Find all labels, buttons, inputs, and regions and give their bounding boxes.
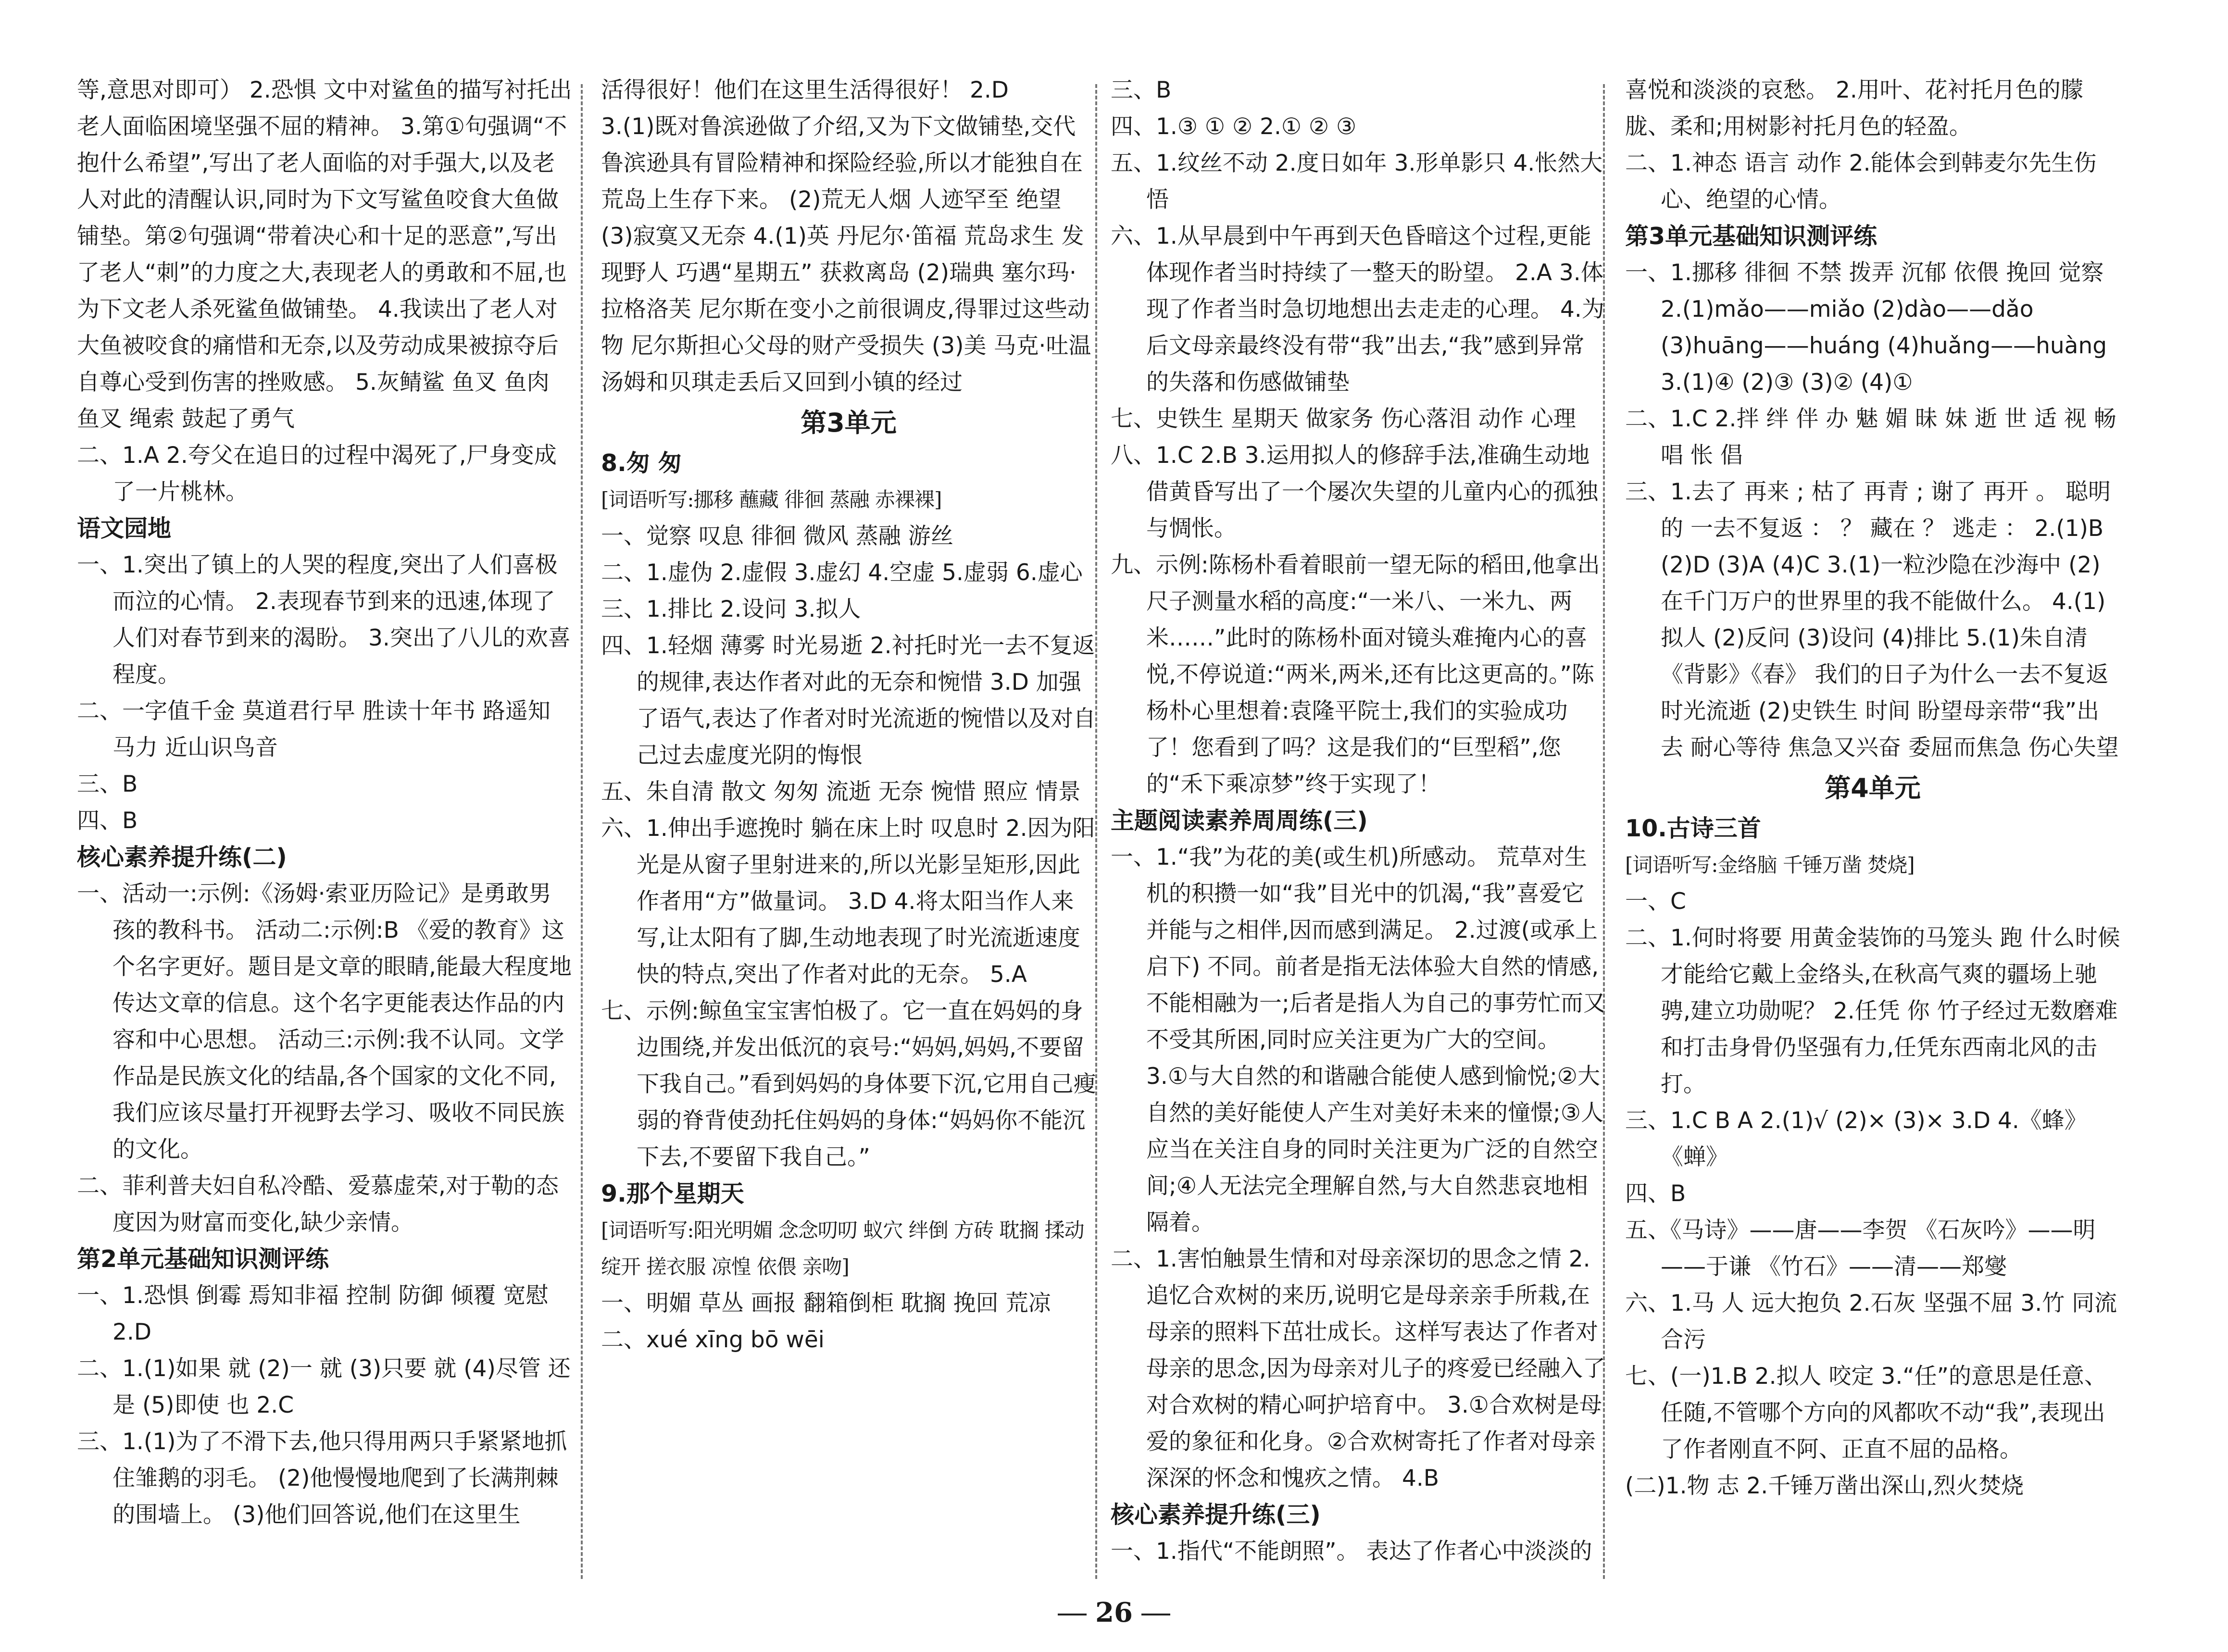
answer-item: 五、《马诗》——唐——李贺 《石灰吟》——明——于谦 《竹石》——清——郑燮 bbox=[1625, 1217, 2096, 1280]
page-footer bbox=[0, 1597, 2228, 1628]
answer-item: 七、史铁生 星期天 做家务 伤心落泪 动作 心理 bbox=[1111, 406, 1576, 432]
vocabulary-dictation: [词语听写:挪移 蘸藏 徘徊 蒸融 赤裸裸] bbox=[601, 488, 942, 511]
page-number: 26 bbox=[1095, 1597, 1133, 1628]
column-divider-2 bbox=[1095, 84, 1097, 1579]
answer-item: 五、朱自清 散文 匆匆 流逝 无奈 惋惜 照应 情景 bbox=[601, 779, 1081, 805]
section-heading: 第3单元基础知识测评练 bbox=[1625, 223, 1878, 250]
section-heading: 8.匆 匆 bbox=[601, 449, 682, 477]
section-heading: 9.那个星期天 bbox=[601, 1180, 744, 1207]
answer-item: 喜悦和淡淡的哀愁。 2.用叶、花衬托月色的朦胧、柔和;用树影衬托月色的轻盈。 bbox=[1625, 77, 2083, 140]
answer-item: 一、1.“我”为花的美(或生机)所感动。 荒草对生机的积攒一如“我”目光中的饥渴,“我”喜爱它并能与之相伴,因而感到满足。 2.过渡(或承上启下) 不同。前者是指无法体验大自然的情感,不能相融为一;后者是指人为自己的事劳忙而又不受其所困,同时应关注更为广大的空间。 3.①与大自然的和谐融合能使人感到愉悦;②大自然的美好能使人产生对美好未来的憧憬;③人应当在关注自身的同时关注更为广泛的自然空间;④人无法完全理解自然,与大自然悲哀地相隔着。 bbox=[1111, 844, 1606, 1236]
answer-item: 三、B bbox=[1111, 77, 1172, 103]
answer-item: 七、(一)1.B 2.拟人 咬定 3.“任”的意思是任意、任随,不管哪个方向的风都吹不动“我”,表现出了作者刚直不阿、正直不屈的品格。 bbox=[1625, 1363, 2107, 1463]
column-1 bbox=[77, 72, 572, 1533]
answer-item: 五、1.纹丝不动 2.度日如年 3.形单影只 4.怅然大悟 bbox=[1111, 150, 1603, 213]
answer-item: 等,意思对即可） 2.恐惧 文中对鲨鱼的描写衬托出老人面临困境坚强不屈的精神。 3.第①句强调“不抱什么希望”,写出了老人面临的对手强大,以及老人对此的清醒认识,同时为下文写鲨鱼咬食大鱼做铺垫。第②句强调“带着决心和十足的恶意”,写出了老人“刺”的力度之大,表现老人的勇敢和不屈,也为下文老人杀死鲨鱼做铺垫。 4.我读出了老人对大鱼被咬食的痛惜和无奈,以及劳动成果被掠夺后自尊心受到伤害的挫败感。 5.灰鲭鲨 鱼叉 鱼肉 鱼叉 绳索 鼓起了勇气 bbox=[77, 77, 572, 432]
answer-item: 二、一字值千金 莫道君行早 胜读十年书 路遥知马力 近山识鸟音 bbox=[77, 698, 551, 761]
answer-item: 三、B bbox=[77, 771, 138, 797]
answer-item: 九、示例:陈杨朴看着眼前一望无际的稻田,他拿出尺子测量水稻的高度:“一米八、一米九、两米……”此时的陈杨朴面对镜头难掩内心的喜悦,不停说道:“两米,两米,还有比这更高的。”陈杨朴心里想着:袁隆平院士,我们的实验成功了！您看到了吗？这是我们的“巨型稻”,您的“禾下乘凉梦”终于实现了！ bbox=[1111, 552, 1600, 797]
section-heading: 10.古诗三首 bbox=[1625, 815, 1761, 842]
answer-item: 二、菲利普夫妇自私冷酷、爱慕虚荣,对于勒的态度因为财富而变化,缺少亲情。 bbox=[77, 1173, 559, 1236]
answer-item: 三、1.排比 2.设问 3.拟人 bbox=[601, 596, 861, 622]
section-heading: 核心素养提升练(三) bbox=[1111, 1501, 1321, 1528]
answer-item: 二、1.(1)如果 就 (2)一 就 (3)只要 就 (4)尽管 还是 (5)即使 也 2.C bbox=[77, 1355, 571, 1418]
answer-item: 二、1.神态 语言 动作 2.能体会到韩麦尔先生伤心、绝望的心情。 bbox=[1625, 150, 2097, 213]
answer-item: 二、1.C 2.拌 绊 伴 办 魅 媚 昧 妹 逝 世 适 视 畅 唱 怅 倡 bbox=[1625, 406, 2116, 469]
answer-item: 二、1.A 2.夸父在追日的过程中渴死了,尸身变成了一片桃林。 bbox=[77, 442, 557, 505]
column-divider-1 bbox=[581, 84, 583, 1579]
answer-item: 一、C bbox=[1625, 888, 1686, 915]
answer-item: 一、活动一:示例:《汤姆·索亚历险记》是勇敢男孩的教科书。 活动二:示例:B 《爱的教育》这个名字更好。题目是文章的眼睛,能最大程度地传达文章的信息。这个名字更能表达作品的内容和中心思想。 活动三:示例:我不认同。文学作品是民族文化的结晶,各个国家的文化不同,我们应该尽量打开视野去学习、吸收不同民族的文化。 bbox=[77, 881, 572, 1163]
answer-item: 四、1.③ ① ② 2.① ② ③ bbox=[1111, 113, 1357, 140]
answer-item: 七、示例:鲸鱼宝宝害怕极了。它一直在妈妈的身边围绕,并发出低沉的哀号:“妈妈,妈妈,不要留下我自己。”看到妈妈的身体要下沉,它用自己瘦弱的脊背使劲托住妈妈的身体:“妈妈你不能沉下去,不要留下我自己。” bbox=[601, 998, 1096, 1170]
answer-item: 一、1.挪移 徘徊 不禁 拨弄 沉郁 依偎 挽回 觉察 2.(1)mǎo——miǎo (2)dào——dǎo (3)huāng——huáng (4)huǎng——huàng 3.(1)④ (2)③ (3)② (4)① bbox=[1625, 260, 2107, 396]
vocabulary-dictation: [词语听写:阳光明媚 念念叨叨 蚁穴 绊倒 方砖 耽搁 揉动 绽开 搓衣服 凉惶 依偎 亲吻] bbox=[601, 1218, 1084, 1279]
answer-item: 二、1.害怕触景生情和对母亲深切的思念之情 2.追忆合欢树的来历,说明它是母亲亲手所栽,在母亲的照料下茁壮成长。这样写表达了作者对母亲的思念,因为母亲对儿子的疼爱已经融入了对合欢树的精心呵护培育中。 3.①合欢树是母爱的象征和化身。②合欢树寄托了作者对母亲深深的怀念和愧疚之情。 4.B bbox=[1111, 1246, 1605, 1491]
section-heading: 第2单元基础知识测评练 bbox=[77, 1245, 329, 1273]
answer-item: 二、xué xīng bō wēi bbox=[601, 1327, 825, 1353]
footer-left-dash bbox=[1058, 1614, 1087, 1615]
column-4 bbox=[1625, 72, 2120, 1504]
vocabulary-dictation: [词语听写:金络脑 千锤万凿 焚烧] bbox=[1625, 853, 1915, 877]
unit-title: 第4单元 bbox=[1825, 773, 1921, 803]
answer-item: 六、1.马 人 远大抱负 2.石灰 坚强不屈 3.竹 同流合污 bbox=[1625, 1290, 2117, 1353]
column-3 bbox=[1111, 72, 1606, 1570]
answer-item: 3.(1)既对鲁滨逊做了介绍,又为下文做铺垫,交代鲁滨逊具有冒险精神和探险经验,所以才能独自在荒岛上生存下来。 (2)荒无人烟 人迹罕至 绝望 (3)寂寞又无奈 4.(1)英 丹尼尔·笛福 荒岛求生 发现野人 巧遇“星期五” 获救离岛 (2)瑞典 塞尔玛·拉格洛芙 尼尔斯在变小之前很调皮,得罪过这些动物 尼尔斯担心父母的财产受损失 (3)美 马克·吐温 汤姆和贝琪走丢后又回到小镇的经过 bbox=[601, 113, 1091, 396]
section-heading: 主题阅读素养周周练(三) bbox=[1111, 807, 1368, 834]
answer-item: 一、明媚 草丛 画报 翻箱倒柜 耽搁 挽回 荒凉 bbox=[601, 1290, 1051, 1317]
unit-title: 第3单元 bbox=[801, 408, 897, 438]
column-divider-3 bbox=[1603, 84, 1605, 1579]
answer-item: 二、1.何时将要 用黄金装饰的马笼头 跑 什么时候才能给它戴上金络头,在秋高气爽的疆场上驰骋,建立功勋呢？ 2.任凭 你 竹子经过无数磨难和打击身骨仍坚强有力,任凭东西南北风的击打。 bbox=[1625, 925, 2120, 1097]
column-2 bbox=[601, 72, 1096, 1358]
answer-item: 四、B bbox=[1625, 1180, 1686, 1207]
answer-item: 四、1.轻烟 薄雾 时光易逝 2.衬托时光一去不复返的规律,表达作者对此的无奈和惋惜 3.D 加强了语气,表达了作者对时光流逝的惋惜以及对自己过去虚度光阴的悔恨 bbox=[601, 633, 1096, 769]
answer-item: 六、1.从早晨到中午再到天色昏暗这个过程,更能体现作者当时持续了一整天的盼望。 2.A 3.体现了作者当时急切地想出去走走的心理。 4.为后文母亲最终没有带“我”出去,“我”感到异常的失落和伤感做铺垫 bbox=[1111, 223, 1604, 396]
answer-item: 三、1.(1)为了不滑下去,他只得用两只手紧紧地抓住雏鹅的羽毛。 (2)他慢慢地爬到了长满荆棘的围墙上。 (3)他们回答说,他们在这里生 bbox=[77, 1428, 567, 1528]
footer-right-dash bbox=[1141, 1614, 1170, 1615]
answer-item: 八、1.C 2.B 3.运用拟人的修辞手法,准确生动地借黄昏写出了一个屡次失望的儿童内心的孤独与惆怅。 bbox=[1111, 442, 1598, 542]
answer-item: 一、1.恐惧 倒霉 焉知非福 控制 防御 倾覆 宽慰 2.D bbox=[77, 1282, 549, 1345]
answer-item: 三、1.去了 再来 ; 枯了 再青 ; 谢了 再开 。 聪明的 一去不复返 ： ？ 藏在 ？ 逃走 ： 2.(1)B (2)D (3)A (4)C 3.(1)一粒沙隐在沙海中 (2)在千门万户的世界里的我不能做什么。 4.(1)拟人 (2)反问 (3)设问 (4)排比 5.(1)朱自清 《背影》《春》 我们的日子为什么一去不复返 时光流逝 (2)史铁生 时间 盼望母亲带“我”出去 耐心等待 焦急又兴奋 委屈而焦急 伤心失望 bbox=[1625, 479, 2119, 761]
answer-item: 二、1.虚伪 2.虚假 3.虚幻 4.空虚 5.虚弱 6.虚心 bbox=[601, 559, 1083, 586]
answer-item: 三、1.C B A 2.(1)√ (2)× (3)× 3.D 4.《蜂》《蝉》 bbox=[1625, 1107, 2087, 1170]
answer-item: 六、1.伸出手遮挽时 躺在床上时 叹息时 2.因为阳光是从窗子里射进来的,所以光影呈矩形,因此作者用“方”做量词。 3.D 4.将太阳当作人来写,让太阳有了脚,生动地表现了时光流逝速度快的特点,突出了作者对此的无奈。 5.A bbox=[601, 815, 1095, 988]
answer-item: 四、B bbox=[77, 807, 138, 834]
answer-item: 一、1.突出了镇上的人哭的程度,突出了人们喜极而泣的心情。 2.表现春节到来的迅速,体现了人们对春节到来的渴盼。 3.突出了八儿的欢喜程度。 bbox=[77, 552, 571, 688]
answer-item: 活得很好！他们在这里生活得很好！ 2.D bbox=[601, 77, 1009, 103]
answer-item: 一、觉察 叹息 徘徊 微风 蒸融 游丝 bbox=[601, 523, 953, 549]
section-heading: 核心素养提升练(二) bbox=[77, 844, 287, 871]
answer-item: 一、1.指代“不能朗照”。 表达了作者心中淡淡的 bbox=[1111, 1538, 1592, 1565]
answer-item: (二)1.物 志 2.千锤万凿出深山,烈火焚烧 bbox=[1625, 1473, 2024, 1499]
section-heading: 语文园地 bbox=[77, 515, 172, 542]
